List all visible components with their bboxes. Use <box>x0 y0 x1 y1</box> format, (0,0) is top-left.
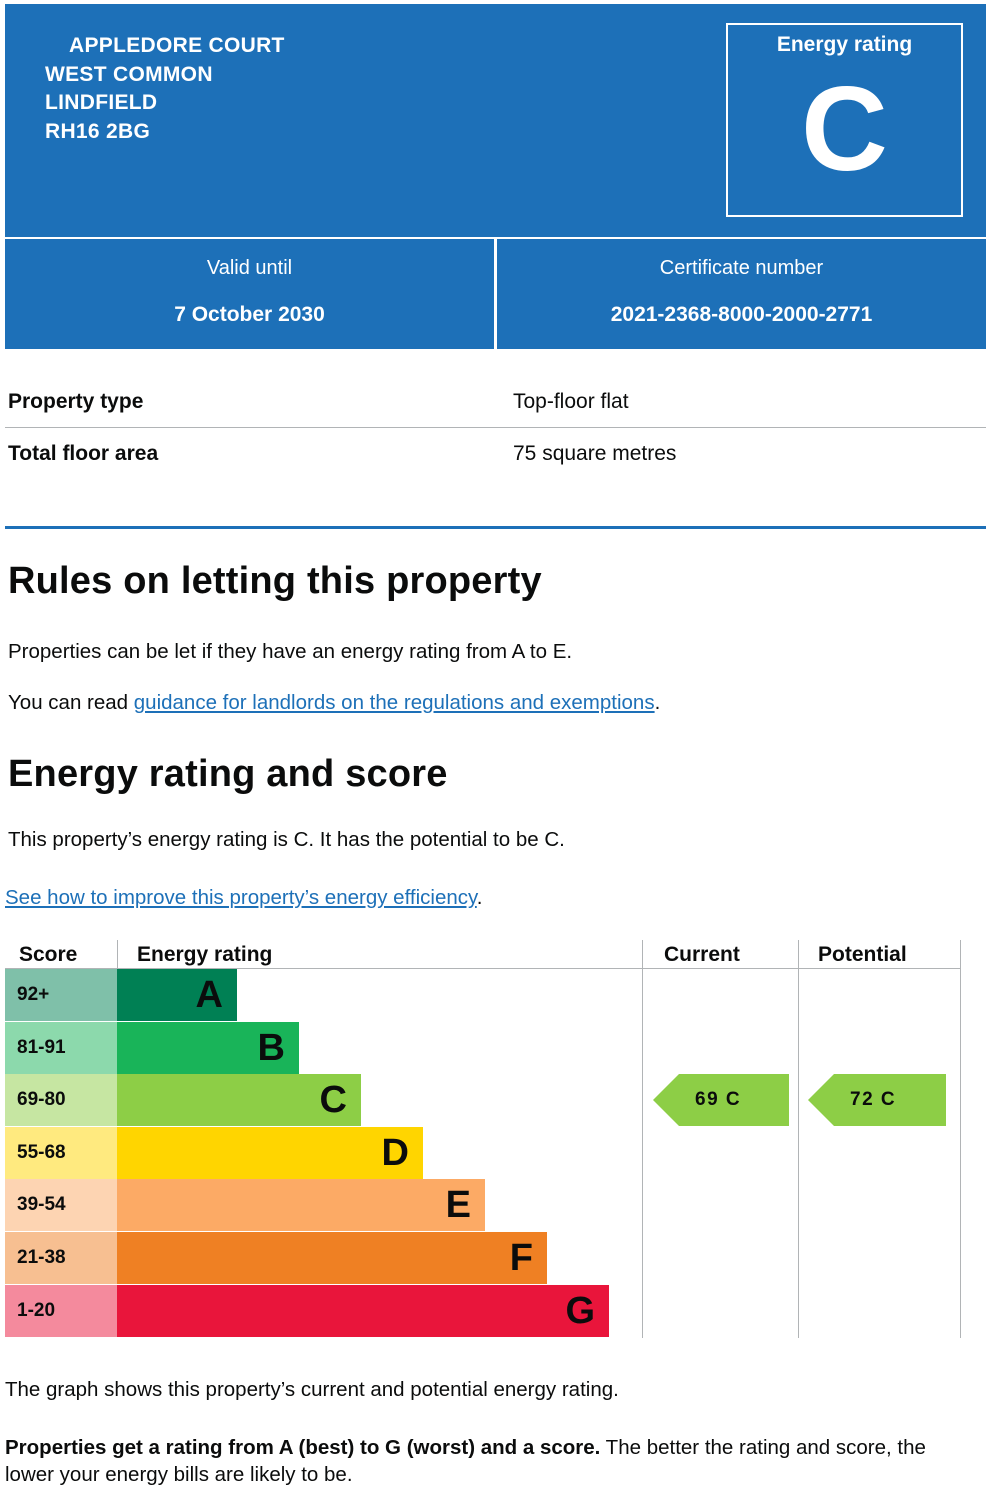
improve-efficiency-link[interactable]: See how to improve this property’s energy efficiency <box>5 886 477 909</box>
current-rating-arrow-label: 69 C <box>695 1089 742 1111</box>
address-line-1: APPLEDORE COURT <box>69 34 285 57</box>
band-bar-a <box>117 969 237 1021</box>
letting-paragraph: Properties can be let if they have an energy rating from A to E. <box>8 640 573 663</box>
band-letter: D <box>381 1131 409 1174</box>
band-bar-f <box>117 1232 547 1284</box>
certificate-number-panel <box>497 239 986 349</box>
valid-until-panel <box>5 239 494 349</box>
header-energy-rating: Energy rating <box>137 943 273 966</box>
valid-until-value: 7 October 2030 <box>174 303 325 326</box>
header-current: Current <box>664 943 740 966</box>
potential-rating-arrow <box>808 1074 946 1126</box>
address-line-4: RH16 2BG <box>45 119 151 143</box>
letting-heading: Rules on letting this property <box>8 560 542 602</box>
band-letter: G <box>565 1289 595 1332</box>
chart-column-divider <box>642 940 643 1338</box>
band-score-f: 21-38 <box>5 1232 117 1284</box>
summary-key: Property type <box>8 390 144 413</box>
graph-description: The graph shows this property’s current and potential energy rating. <box>5 1378 619 1401</box>
band-letter: B <box>257 1026 285 1069</box>
rating-explanation-rest: The better the rating and score, the lower your energy bills are likely to be. <box>5 1436 926 1486</box>
certificate-number-value: 2021-2368-8000-2000-2771 <box>610 303 873 326</box>
improve-paragraph <box>5 884 482 912</box>
property-summary <box>5 376 986 480</box>
band-bar-e <box>117 1179 485 1231</box>
band-bar-c <box>117 1074 361 1126</box>
guidance-suffix: . <box>654 691 661 714</box>
band-score-b: 81-91 <box>5 1022 117 1074</box>
section-divider <box>5 526 986 529</box>
band-score-d: 55-68 <box>5 1127 117 1179</box>
valid-until-label: Valid until <box>206 257 293 279</box>
chart-column-divider <box>960 940 961 1338</box>
energy-rating-chart <box>5 940 965 1340</box>
summary-value: Top-floor flat <box>513 390 629 413</box>
guidance-prefix: You can read <box>8 691 134 714</box>
band-letter: F <box>509 1237 533 1279</box>
summary-value: 75 square metres <box>513 442 677 465</box>
band-bar-b <box>117 1022 299 1074</box>
band-bar-g <box>117 1285 609 1337</box>
band-letter: C <box>319 1079 347 1122</box>
score-heading: Energy rating and score <box>8 753 448 795</box>
landlord-guidance-paragraph <box>8 689 660 717</box>
band-score-c: 69-80 <box>5 1074 117 1126</box>
current-rating-arrow <box>653 1074 789 1126</box>
header-score: Score <box>19 943 78 966</box>
summary-key: Total floor area <box>8 442 159 465</box>
property-address <box>45 32 285 146</box>
certificate-number-label: Certificate number <box>659 257 824 279</box>
header-potential: Potential <box>818 943 907 966</box>
rating-explanation-bold: Properties get a rating from A (best) to G (worst) and a score. <box>5 1436 601 1459</box>
band-score-a: 92+ <box>5 969 117 1021</box>
address-line-3: LINDFIELD <box>45 91 158 114</box>
improve-suffix: . <box>476 886 483 909</box>
energy-rating-box <box>726 23 963 217</box>
landlord-guidance-link[interactable]: guidance for landlords on the regulations and exemptions <box>133 691 655 714</box>
chart-column-divider <box>798 940 799 1338</box>
certificate-header <box>5 4 986 237</box>
address-line-2: WEST COMMON <box>45 62 213 86</box>
chart-column-divider <box>117 940 118 968</box>
band-score-e: 39-54 <box>5 1179 117 1231</box>
summary-row <box>5 428 986 480</box>
band-score-g: 1-20 <box>5 1285 117 1337</box>
score-paragraph: This property’s energy rating is C. It has the potential to be C. <box>8 828 565 851</box>
rating-explanation <box>5 1434 965 1488</box>
energy-rating-label: Energy rating <box>776 33 913 56</box>
summary-row <box>5 376 986 428</box>
band-bar-d <box>117 1127 423 1179</box>
potential-rating-arrow-label: 72 C <box>850 1089 897 1111</box>
energy-rating-letter: C <box>801 62 888 196</box>
band-letter: A <box>195 974 223 1016</box>
band-letter: E <box>445 1184 471 1227</box>
